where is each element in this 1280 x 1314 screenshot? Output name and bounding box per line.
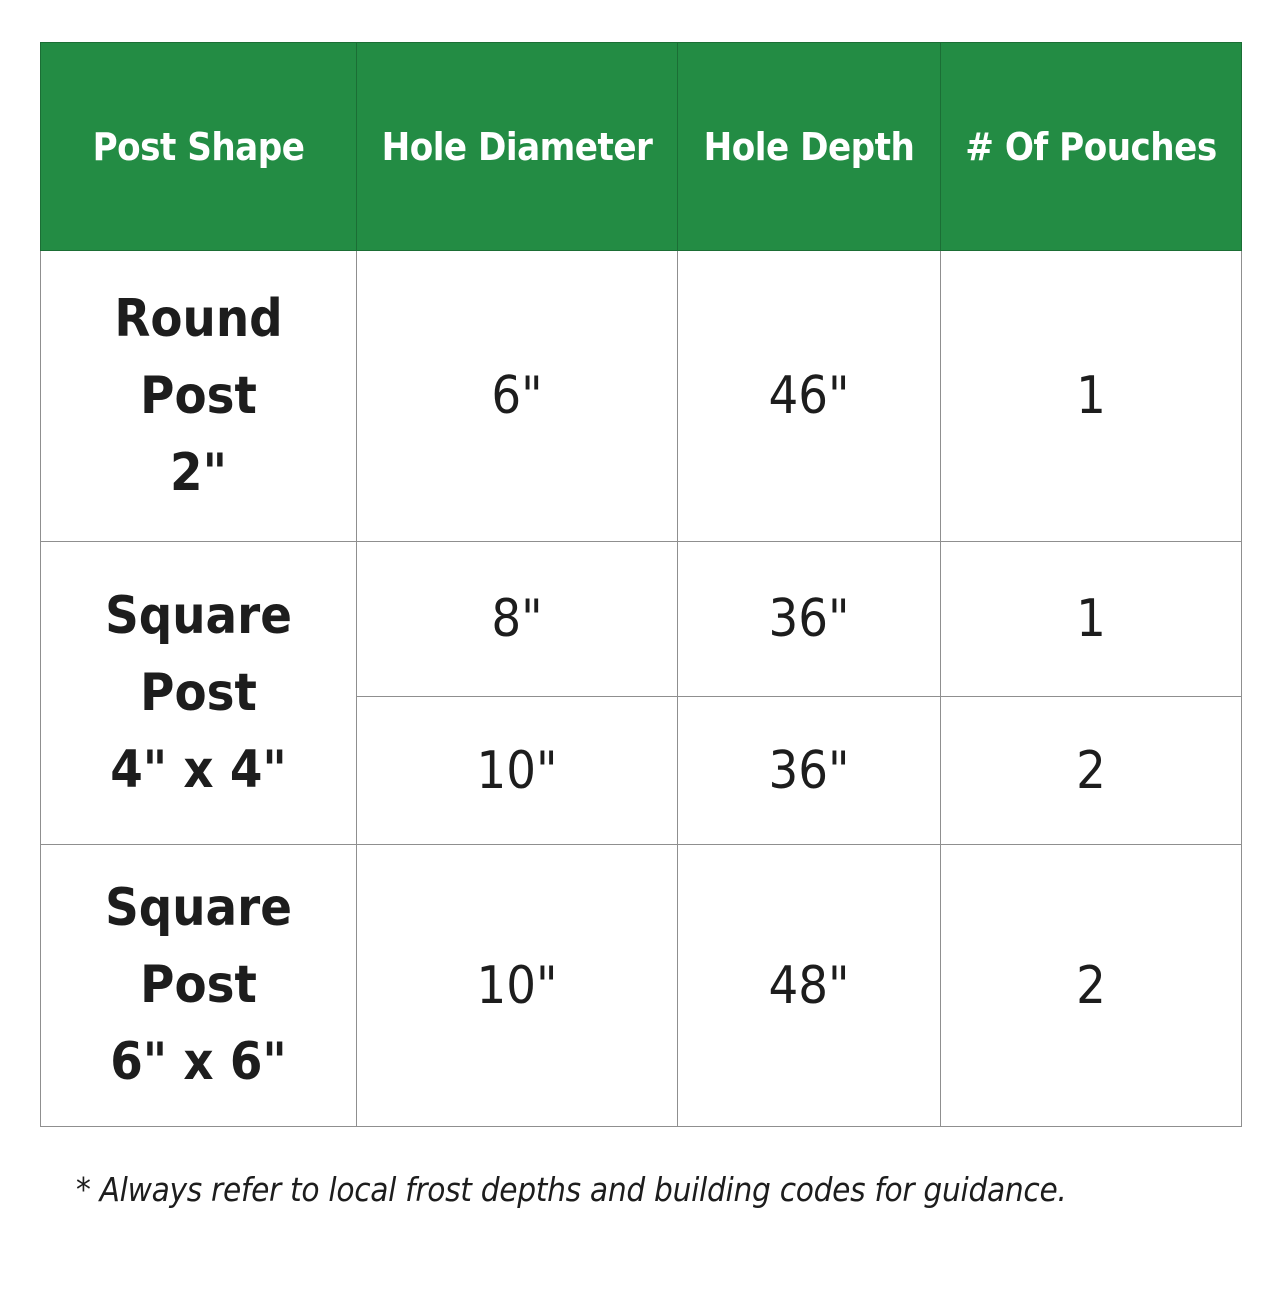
post-shape-cell — [41, 542, 357, 845]
post-shape-cell — [41, 845, 357, 1127]
post-shape-line: Post — [140, 955, 257, 1015]
table-header-row — [41, 43, 1242, 251]
post-shape-line: Square — [105, 585, 292, 646]
post-shape-cell — [41, 251, 357, 542]
header-hole-depth: Hole Depth — [678, 43, 941, 251]
footnote: * Always refer to local frost depths and building codes for guidance. — [76, 1170, 1067, 1209]
hole-depth-cell: 36" — [678, 697, 941, 845]
post-shape-line: Square — [105, 878, 292, 938]
hole-diameter-cell: 8" — [357, 542, 678, 697]
hole-diameter-cell: 6" — [357, 251, 678, 542]
hole-depth-cell: 48" — [678, 845, 941, 1127]
table-row — [41, 542, 1242, 697]
pouches-cell: 2 — [941, 697, 1242, 845]
table-row — [41, 845, 1242, 1127]
hole-diameter-cell: 10" — [357, 697, 678, 845]
pouches-cell: 2 — [941, 845, 1242, 1127]
table-row — [41, 251, 1242, 542]
post-shape-line: 4" x 4" — [110, 739, 287, 800]
post-shape-line: Post — [140, 662, 257, 723]
header-pouches: # Of Pouches — [941, 43, 1242, 251]
post-shape-line: Round — [114, 288, 283, 349]
header-post-shape: Post Shape — [41, 43, 357, 251]
header-hole-diameter: Hole Diameter — [357, 43, 678, 251]
post-shape-line: Post — [140, 365, 257, 426]
hole-depth-cell: 36" — [678, 542, 941, 697]
post-shape-line: 2" — [170, 442, 227, 503]
pouches-cell: 1 — [941, 542, 1242, 697]
post-hole-table — [40, 42, 1242, 1127]
pouches-cell: 1 — [941, 251, 1242, 542]
hole-diameter-cell: 10" — [357, 845, 678, 1127]
hole-depth-cell: 46" — [678, 251, 941, 542]
post-shape-line: 6" x 6" — [110, 1032, 287, 1092]
